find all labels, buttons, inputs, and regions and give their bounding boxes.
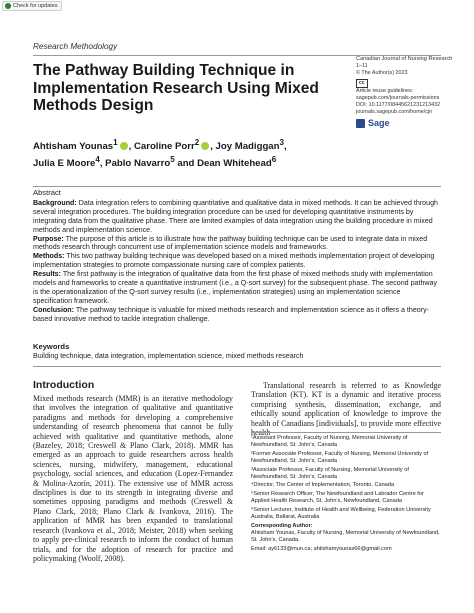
abstract-text: This two pathway building technique was developed based on a mixed methods implementation project of developing implementation strategies to promote compassionate nursing care of complex patients. [33,252,435,270]
author-and: and [174,158,198,170]
affiliation-note: ⁵Senior Research Officer, The Newfoundland and Labrador Centre for Applied Health Research, St. John's, Newfoundland, Canada [251,491,424,505]
author-name: Caroline Porr [133,141,195,153]
author-name: Pablo Navarro [105,158,171,170]
author-name: Joy Madiggan [215,141,280,153]
section-label: Research Methodology [33,42,118,51]
abstract-label: Background: [33,198,77,207]
doi-link[interactable]: DOI: 10.1177/08445621231213432 [356,102,441,108]
author-line-1: Ahtisham Younas$^1$ , Caroline Porr$^2$ , Joy Madiggan$^3$, [33,138,287,153]
abstract-block [33,189,441,324]
corresponding-author-email[interactable]: Email: ay6133@mun.ca; ahtishamyounas66@gmail.com [251,545,392,552]
publisher-logo [356,119,456,128]
author-list [33,136,353,170]
author-separator: , [99,158,106,170]
check-for-updates-badge[interactable] [2,1,62,11]
abstract-label: Methods: [33,252,65,261]
affiliation-note: ⁶Senior Lecturer, Institute of Health and Wellbeing, Federation University Australia, Ballarat, Australia [251,506,431,520]
journal-url-link[interactable]: journals.sagepub.com/home/cjn [356,109,433,115]
author-affiliation-number: 1 [113,138,118,147]
update-check-icon [5,3,11,9]
introduction-body-right: Translational research is referred to as Knowledge Translation (KT). KT is a dynamic and iterative process comprising synthesis, dissemination, exchange, and ethically sound application of knowledge to improve the health of Canadians [individuals], to provide more effective health [251,381,441,438]
reuse-guidelines-label: Article reuse guidelines: [356,88,414,94]
copyright: © The Author(s) 2023 [356,70,408,76]
abstract-label: Purpose: [33,234,64,243]
abstract-text: The purpose of this article is to illustrate how the pathway building technique can be used to integrate data in mixed methods research through concurrent use of implementation science models and frameworks. [33,234,428,252]
keywords-divider [33,366,441,367]
article-title: The Pathway Building Technique in Implementation Research Using Mixed Methods Design [33,62,319,114]
affiliation-note: ⁴Director, The Center of Implementation, Toronto, Canada [251,482,395,489]
abstract-text: Data integration refers to combining quantitative and qualitative data in mixed methods. It can be achieved through several integration procedures. The building integration procedure can be used for developing quantitative instruments by integrating data from the qualitative phase. There are limited examples of data integration using the building procedure in mixed methods and implementation science. [33,198,438,234]
author-line-2 [33,153,353,170]
author-name: Dean Whitehead [197,158,272,170]
author-name: Julia E Moore [33,158,96,170]
footnote-divider [251,432,441,433]
affiliation-note: ³Associate Professor, Faculty of Nursing, Memorial University of Newfoundland, St. John's, Canada [251,466,409,480]
corresponding-author-details: Ahtisham Younas, Faculty of Nursing, Memorial University of Newfoundland, St. John's, Canada. [251,530,440,544]
affiliation-note: ¹Assistant Professor, Faculty of Nursing, Memorial University of Newfoundland, St. John's, Canada [251,435,408,449]
keywords-list: Building technique, data integration, implementation science, mixed methods research [33,352,304,360]
orcid-icon[interactable] [120,142,128,150]
permissions-link[interactable]: sagepub.com/journals-permissions [356,95,440,101]
introduction-heading: Introduction [33,379,95,391]
sage-logo-icon [356,119,365,128]
abstract-text: The first pathway is the integration of qualitative data from the first phase of mixed methods study with implementation models and frameworks to create a quantitative instrument (i.e., a Q-sort survey) for the subsequent phase. The second pathway is the operationalization of the Q-sort survey results (i.e., implementation strategies) using an implementation science specification framework. [33,270,438,305]
abstract-paragraph [33,252,441,270]
author-footnotes [251,435,441,555]
journal-meta [356,56,456,128]
abstract-divider [33,186,441,187]
abstract-heading: Abstract [33,188,61,197]
author-affiliation-number: 2 [194,138,200,147]
keywords-heading: Keywords [33,342,70,351]
introduction-body-left: Mixed methods research (MMR) is an iterative methodology that involves the integration of qualitative and quantitative paradigms and methods for developing a comprehensive understanding of research phenomena that cannot be fully achieved with qualitative and quantitative methods, alone (Bazeley, 2018; Creswell & Plano Clark, 2018). MMR has emerged as an approach to guide researchers across health sciences, nursing, midwifery, management, educational psychology, social sciences, and education (Lopez-Fernandez & Molina-Azorín, 2011). The extensive use of MMR across disciplines is due to its strength in integrating diverse and sometimes opposing paradigms and methods (Creswell & Plano Clark, 2018; Plano Clark & Ivankova, 2016). The application of MMR has been expanded to translational research (Ivankova et al., 2018; Meister, 2018) when seeking to apply pre-clinical research to inform the conduct of human trials, and for the adoption of research for practice and policymaking (Woolf, 2008). [33,394,233,563]
author-name: Ahtisham Younas [33,141,114,153]
orcid-icon[interactable] [201,142,209,150]
page-range: 1–11 [356,63,368,69]
abstract-paragraph [33,270,441,306]
affiliation-note: ²Former Associate Professor, Faculty of Nursing, Memorial University of Newfoundland, St. John's, Canada [251,450,429,464]
corresponding-author-heading: Corresponding Author: [251,523,313,529]
abstract-label: Conclusion: [33,305,74,314]
abstract-paragraph [33,199,441,235]
author-separator: , [210,141,216,153]
author-affiliation-number: 4 [95,155,100,165]
abstract-text: The pathway technique is valuable for mixed methods research and implementation science as it offers a theory-based innovative method to tackle integration challenge. [33,305,429,323]
abstract-label: Results: [33,270,61,279]
journal-name: Canadian Journal of Nursing Research [356,56,453,62]
abstract-paragraph [33,235,441,253]
author-affiliation-number: 5 [170,155,175,165]
abstract-paragraph [33,306,441,324]
cc-license-icon: cc [356,79,368,88]
publisher-name: Sage [368,118,390,128]
author-affiliation-number: 6 [271,155,277,165]
author-separator: , [128,141,134,153]
author-affiliation-number: 3 [279,138,284,147]
check-for-updates-label: Check for updates [13,3,58,9]
